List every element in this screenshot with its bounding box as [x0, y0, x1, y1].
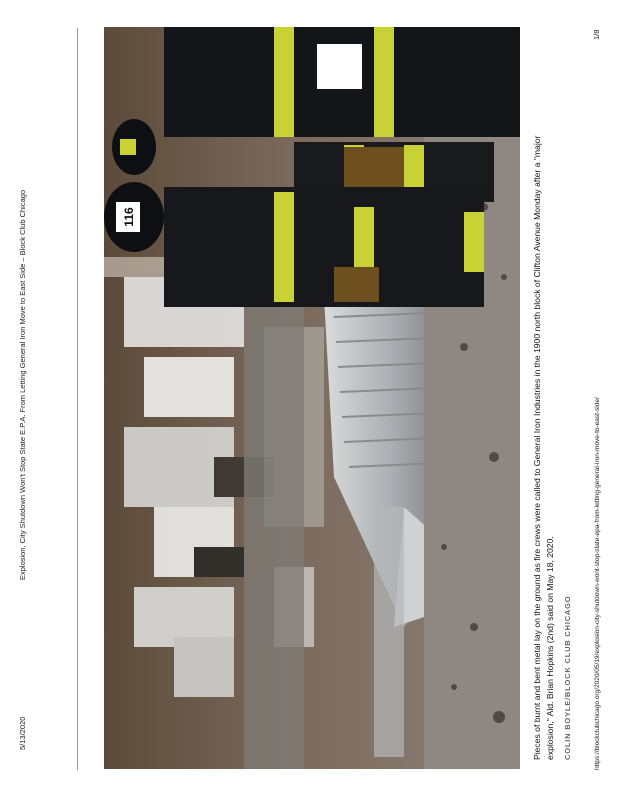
footer-url[interactable]: https://blockclubchicago.org/2020/05/19/explosion-city-shutdown-wont-stop-state-epa-from-letting-general-iron-move-to-east-side/ — [594, 397, 601, 770]
print-date: 5/13/2020 — [18, 716, 27, 750]
page-title: Explosion, City Shutdown Won't Stop State E.P.A. From Letting General Iron Move to East Side – Block Club Chicago — [18, 189, 27, 580]
caption-line-2: explosion," Ald. Brian Hopkins (2nd) said on May 18, 2020. — [545, 536, 555, 760]
page-number: 1/8 — [592, 29, 601, 40]
helmet-number: 116 — [122, 207, 136, 227]
photo-credit: COLIN BOYLE/BLOCK CLUB CHICAGO — [563, 595, 572, 760]
divider — [77, 28, 78, 770]
caption-line-1: Pieces of burnt and bent metal lay on the ground as fire crews were called to General Iron Industries in the 1900 north block of Clifton Avenue Monday after a "major — [532, 135, 542, 760]
article-photo — [104, 27, 520, 769]
